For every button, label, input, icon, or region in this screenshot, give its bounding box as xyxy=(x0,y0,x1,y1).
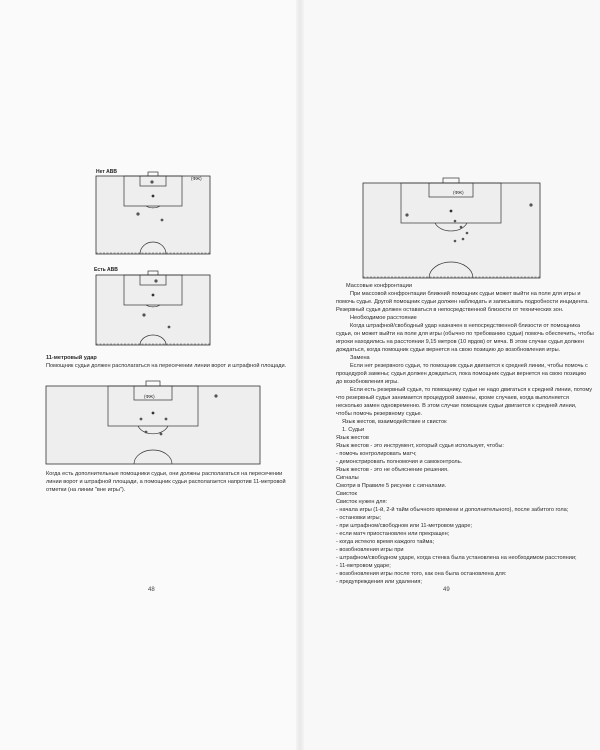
penalty-heading: 11-метровый удар xyxy=(46,355,97,361)
fig1-label: Нет АВВ xyxy=(96,169,117,175)
right-line-30: - остановки игры; xyxy=(336,515,382,521)
right-line-2: При массовой конфронтации ближний помощник судьи может выйти на поле для игры и xyxy=(350,291,581,297)
right-line-16: несколько замен одновременно. В этом случае помощник судьи двигается к средней линии, xyxy=(336,403,577,409)
pitch-diagram-1 xyxy=(96,176,210,256)
left-paragraph-line-3: отметки (на линии "вне игры"). xyxy=(46,487,126,493)
right-line-15: что резервный судья занимается процедурой замены, кроме случаев, когда выполняется xyxy=(336,395,569,401)
right-line-11: Если нет резервного судьи, то помощник судьи двигается к средней линии, чтобы помочь с xyxy=(350,363,588,369)
right-line-1: Массовые конфронтации xyxy=(346,283,412,289)
right-line-6: Когда штрафной/свободный удар назначен в непосредственной близости от помощника xyxy=(350,323,581,329)
right-line-21: Язык жестов - это инструмент, который судья использует, чтобы: xyxy=(336,443,504,449)
right-line-7: судьи, он может выйти на поле для игры (обычно по требованию судьи) помочь обеспечить, чтобы xyxy=(336,331,594,337)
right-line-18: Язык жестов, взаимодействие и свисток xyxy=(342,419,447,425)
fig2-label: Есть АВВ xyxy=(94,267,118,273)
right-line-28: Свисток нужен для: xyxy=(336,499,388,505)
left-paragraph-line-2: линии ворот и штрафной площади, а помощник судьи располагается напротив 11-метровой xyxy=(46,479,286,485)
right-line-22: - помочь контролировать матч; xyxy=(336,451,417,457)
right-line-10: Замена xyxy=(350,355,370,361)
right-line-12: процедурой замены; судья должен дождаться, пока помощник судьи вернется на свою позицию xyxy=(336,371,587,377)
right-page xyxy=(300,0,600,750)
right-line-17: чтобы помочь резервному судье. xyxy=(336,411,423,417)
pitch-diagram-2 xyxy=(96,275,210,345)
right-line-3: помочь судье. Другой помощник судьи должен наблюдать и записывать подробности инцидента. xyxy=(336,299,589,305)
right-line-33: - когда истекло время каждого тайма; xyxy=(336,539,435,545)
penalty-subheading: Помощник судьи должен располагаться на пересечении линии ворот и штрафной площади. xyxy=(46,363,287,369)
right-line-19: 1. Судьи xyxy=(342,427,365,433)
right-line-31: - при штрафном/свободном или 11-метровом ударе; xyxy=(336,523,473,529)
right-line-8: игроки находились на расстоянии 9,15 метров (10 ярдов) от мяча. В этом случае судья должен xyxy=(336,339,584,345)
right-line-23: - демонстрировать полномочия и самоконтроль. xyxy=(336,459,463,465)
pitch-diagram-4 xyxy=(363,183,540,280)
left-page-number: 48 xyxy=(148,587,155,593)
right-line-9: дождаться, когда помощник судьи вернется на свою позицию до возобновления игры. xyxy=(336,347,561,353)
right-line-38: - предупреждения или удаления; xyxy=(336,579,422,585)
right-line-37: - возобновления игры после того, как она была остановлена для: xyxy=(336,571,507,577)
right-line-25: Сигналы xyxy=(336,475,359,481)
right-line-13: до возобновления игры. xyxy=(336,379,399,385)
right-line-32: - если матч приостановлен или прекращен; xyxy=(336,531,450,537)
right-line-27: Свисток xyxy=(336,491,357,497)
right-line-5: Необходимое расстояние xyxy=(350,315,417,321)
fig4-goal-label: (ФЖ) xyxy=(453,190,464,195)
fig1-goal-label: (ФЖ) xyxy=(191,176,202,181)
left-paragraph-line-1: Когда есть дополнительные помощники судьи, они должны располагаться на пересечении xyxy=(46,471,283,477)
book-gutter xyxy=(296,0,304,750)
right-line-34: - возобновления игры при xyxy=(336,547,404,553)
right-line-24: Язык жестов - это не объяснение решения. xyxy=(336,467,449,473)
right-line-26: Смотри в Правиле 5 рисунки с сигналами. xyxy=(336,483,447,489)
right-line-4: Резервный судья должен оставаться в непосредственной близости от технических зон. xyxy=(336,307,564,313)
right-line-36: - 11-метровом ударе; xyxy=(336,563,391,569)
right-page-number: 49 xyxy=(443,587,450,593)
right-line-20: Язык жестов xyxy=(336,435,369,441)
right-line-29: - начала игры (1-й, 2-й тайм обычного времени и дополнительного), после забитого гола; xyxy=(336,507,569,513)
right-line-14: Если есть резервный судья, то помощнику судьи не надо двигаться к средней линии, потому xyxy=(350,387,593,393)
right-line-35: - штрафном/свободном ударе, когда стенка была установлена на необходимом расстоянии; xyxy=(336,555,577,561)
fig3-goal-label: (ФЖ) xyxy=(144,394,155,399)
